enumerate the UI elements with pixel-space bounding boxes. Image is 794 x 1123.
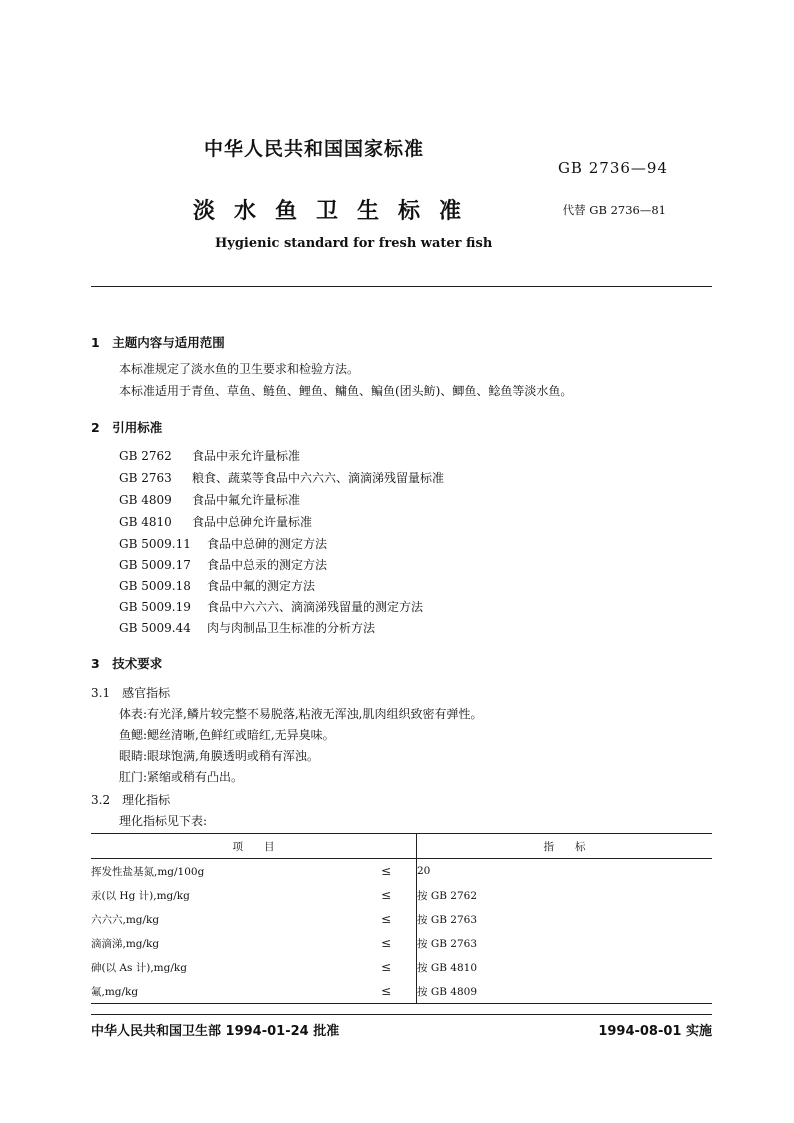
english-title: Hygienic standard for fresh water fish [215, 236, 493, 251]
table-header-row [91, 834, 712, 859]
reference-item [119, 556, 327, 573]
reference-item [119, 598, 423, 615]
reference-title: 食品中总砷允许量标准 [192, 515, 313, 529]
reference-title: 食品中汞允许量标准 [192, 449, 301, 463]
reference-code: GB 5009.11 [119, 537, 191, 551]
reference-title: 食品中总汞的测定方法 [207, 558, 328, 572]
column-header-value: 指 标 [417, 834, 713, 859]
reference-code: GB 5009.19 [119, 600, 191, 614]
row-item: 挥发性盐基氮,mg/100g [91, 865, 205, 878]
reference-title: 食品中六六六、滴滴涕残留量的测定方法 [207, 600, 424, 614]
row-symbol: ≤ [380, 960, 392, 974]
row-value: 20 [417, 865, 431, 877]
row-value: 按 GB 2763 [417, 913, 478, 926]
reference-item [119, 513, 312, 530]
reference-title: 粮食、蔬菜等食品中六六六、滴滴涕残留量标准 [192, 471, 445, 485]
effective-date: 1994-08-01 实施 [598, 1024, 712, 1039]
table-row [91, 979, 712, 1004]
row-value: 按 GB 4809 [417, 979, 713, 1004]
reference-code: GB 2763 [119, 471, 172, 485]
table-row [91, 955, 712, 979]
sensory-line: 体表:有光泽,鳞片较完整不易脱落,粘液无浑浊,肌肉组织致密有弹性。 [119, 707, 483, 721]
row-item: 汞(以 Hg 计),mg/kg [91, 889, 190, 902]
section-3-heading: 3 技术要求 [91, 656, 163, 671]
table-row [91, 859, 712, 884]
footer-divider [91, 1014, 712, 1015]
document-title: 淡水鱼卫生标准 [193, 199, 481, 224]
row-symbol: ≤ [380, 888, 392, 902]
reference-code: GB 4810 [119, 515, 172, 529]
reference-item [119, 491, 300, 508]
section-3-1-heading: 3.1 感官指标 [91, 686, 171, 700]
reference-item [119, 535, 327, 552]
table-row [91, 931, 712, 955]
section-3-2-heading: 3.2 理化指标 [91, 793, 171, 807]
reference-title: 肉与肉制品卫生标准的分析方法 [207, 621, 376, 635]
reference-item [119, 469, 444, 486]
reference-code: GB 4809 [119, 493, 172, 507]
row-item: 六六六,mg/kg [91, 913, 160, 926]
sensory-line: 眼睛:眼球饱满,角膜透明或稍有浑浊。 [119, 749, 319, 763]
sensory-line: 鱼鳃:鳃丝清晰,色鲜红或暗红,无异臭味。 [119, 728, 335, 742]
section-1-para-2: 本标准适用于青鱼、草鱼、鲢鱼、鲤鱼、鳙鱼、鳊鱼(团头鲂)、鲫鱼、鲶鱼等淡水鱼。 [119, 384, 573, 398]
row-value: 按 GB 2763 [417, 937, 478, 950]
row-symbol: ≤ [371, 979, 401, 1004]
row-item: 氟,mg/kg [91, 979, 371, 1004]
row-value: 按 GB 2762 [417, 889, 478, 902]
reference-code: GB 5009.44 [119, 621, 191, 635]
table-intro: 理化指标见下表: [119, 814, 208, 828]
header-divider [91, 286, 712, 287]
standard-code: GB 2736—94 [557, 159, 668, 177]
reference-title: 食品中氟的测定方法 [207, 579, 316, 593]
reference-title: 食品中总砷的测定方法 [207, 537, 328, 551]
reference-code: GB 5009.17 [119, 558, 191, 572]
indicator-table [91, 833, 712, 1004]
reference-title: 食品中氟允许量标准 [192, 493, 301, 507]
table-row [91, 907, 712, 931]
reference-item [119, 577, 315, 594]
section-2-heading: 2 引用标准 [91, 420, 163, 435]
reference-item [119, 619, 375, 636]
table-row [91, 883, 712, 907]
row-symbol: ≤ [380, 936, 392, 950]
issuing-body: 中华人民共和国国家标准 [204, 138, 425, 160]
sensory-line: 肛门:紧缩或稍有凸出。 [119, 770, 244, 784]
approval-note: 中华人民共和国卫生部 1994-01-24 批准 [91, 1024, 340, 1039]
section-1-para-1: 本标准规定了淡水鱼的卫生要求和检验方法。 [119, 362, 360, 376]
row-item: 滴滴涕,mg/kg [91, 937, 160, 950]
reference-code: GB 5009.18 [119, 579, 191, 593]
row-item: 砷(以 As 计),mg/kg [91, 961, 187, 974]
section-1-heading: 1 主题内容与适用范围 [91, 335, 225, 350]
column-header-item: 项 目 [91, 834, 417, 859]
row-value: 按 GB 4810 [417, 961, 478, 974]
reference-code: GB 2762 [119, 449, 172, 463]
reference-item [119, 447, 300, 464]
row-symbol: ≤ [380, 912, 392, 926]
row-symbol: ≤ [380, 864, 392, 878]
replaces-note: 代替 GB 2736—81 [562, 203, 666, 217]
